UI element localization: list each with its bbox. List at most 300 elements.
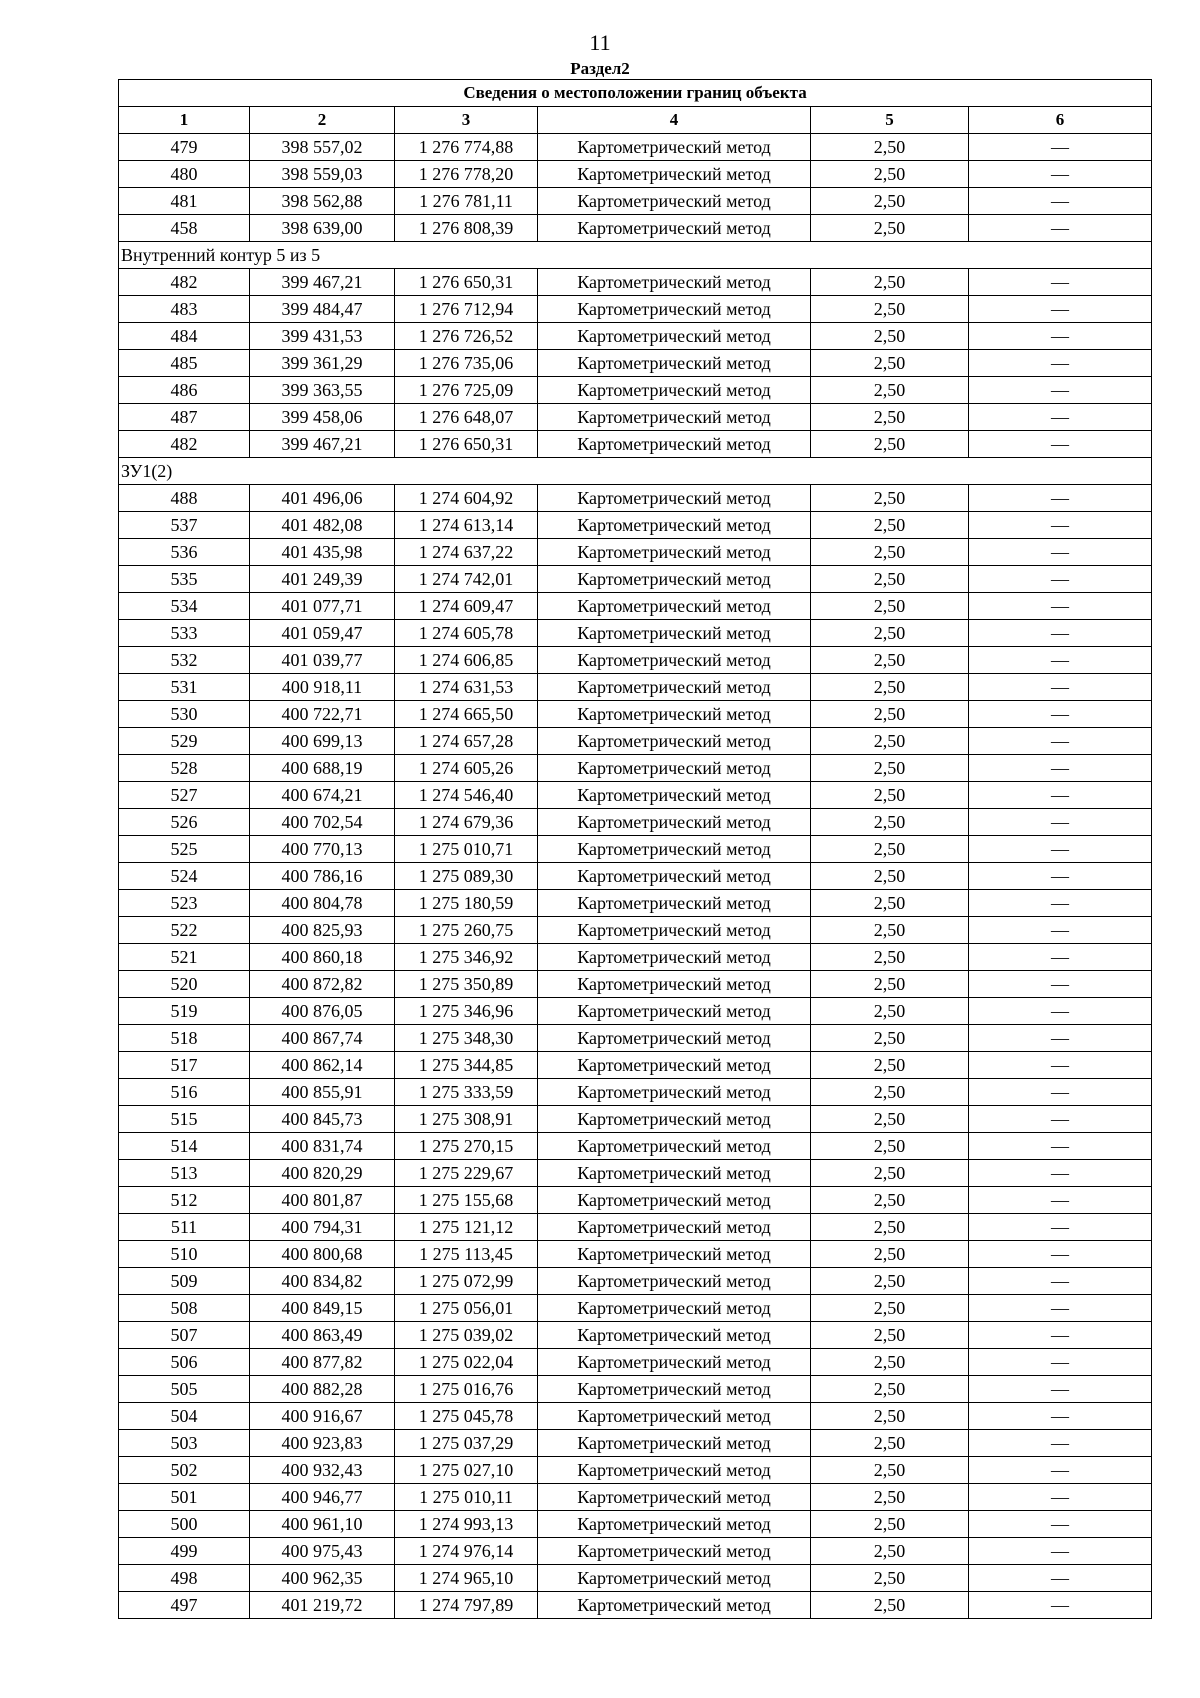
coordinate-y-cell: 1 275 260,75 — [395, 917, 538, 944]
table-row — [119, 485, 1152, 512]
description-cell: — — [969, 674, 1152, 701]
coordinate-y-cell: 1 275 089,30 — [395, 863, 538, 890]
table-row — [119, 323, 1152, 350]
method-cell: Картометрический метод — [538, 1322, 811, 1349]
coordinate-y-cell: 1 276 650,31 — [395, 431, 538, 458]
description-cell: — — [969, 917, 1152, 944]
coordinate-x-cell: 399 458,06 — [250, 404, 395, 431]
point-number-cell: 482 — [119, 431, 250, 458]
accuracy-cell: 2,50 — [811, 1349, 969, 1376]
point-number-cell: 498 — [119, 1565, 250, 1592]
accuracy-cell: 2,50 — [811, 161, 969, 188]
coordinate-y-cell: 1 274 797,89 — [395, 1592, 538, 1619]
coordinate-x-cell: 400 867,74 — [250, 1025, 395, 1052]
group-header-row — [119, 458, 1152, 485]
coordinate-x-cell: 400 932,43 — [250, 1457, 395, 1484]
coordinate-y-cell: 1 274 637,22 — [395, 539, 538, 566]
coordinate-x-cell: 400 863,49 — [250, 1322, 395, 1349]
coordinate-x-cell: 401 249,39 — [250, 566, 395, 593]
method-cell: Картометрический метод — [538, 701, 811, 728]
coordinate-x-cell: 401 435,98 — [250, 539, 395, 566]
accuracy-cell: 2,50 — [811, 296, 969, 323]
method-cell: Картометрический метод — [538, 755, 811, 782]
method-cell: Картометрический метод — [538, 350, 811, 377]
table-row — [119, 269, 1152, 296]
coordinate-x-cell: 400 825,93 — [250, 917, 395, 944]
coordinate-y-cell: 1 275 121,12 — [395, 1214, 538, 1241]
accuracy-cell: 2,50 — [811, 431, 969, 458]
method-cell: Картометрический метод — [538, 1376, 811, 1403]
coordinate-y-cell: 1 274 965,10 — [395, 1565, 538, 1592]
coordinate-y-cell: 1 276 781,11 — [395, 188, 538, 215]
method-cell: Картометрический метод — [538, 1187, 811, 1214]
point-number-cell: 515 — [119, 1106, 250, 1133]
column-header: 1 — [119, 107, 250, 134]
coordinate-y-cell: 1 275 022,04 — [395, 1349, 538, 1376]
table-row — [119, 809, 1152, 836]
point-number-cell: 532 — [119, 647, 250, 674]
point-number-cell: 505 — [119, 1376, 250, 1403]
coordinate-y-cell: 1 275 027,10 — [395, 1457, 538, 1484]
accuracy-cell: 2,50 — [811, 971, 969, 998]
coordinate-x-cell: 399 467,21 — [250, 431, 395, 458]
description-cell: — — [969, 269, 1152, 296]
table-row — [119, 647, 1152, 674]
point-number-cell: 521 — [119, 944, 250, 971]
accuracy-cell: 2,50 — [811, 944, 969, 971]
coordinate-y-cell: 1 274 976,14 — [395, 1538, 538, 1565]
method-cell: Картометрический метод — [538, 188, 811, 215]
section-title: Раздел2 — [570, 59, 630, 78]
table-row — [119, 1133, 1152, 1160]
coordinate-x-cell: 400 800,68 — [250, 1241, 395, 1268]
table-row — [119, 431, 1152, 458]
description-cell: — — [969, 1106, 1152, 1133]
method-cell: Картометрический метод — [538, 512, 811, 539]
table-row — [119, 377, 1152, 404]
point-number-cell: 504 — [119, 1403, 250, 1430]
method-cell: Картометрический метод — [538, 1511, 811, 1538]
group-header-row — [119, 242, 1152, 269]
table-row — [119, 1592, 1152, 1619]
table-row — [119, 1457, 1152, 1484]
accuracy-cell: 2,50 — [811, 485, 969, 512]
description-cell: — — [969, 1511, 1152, 1538]
coordinate-x-cell: 400 794,31 — [250, 1214, 395, 1241]
coordinate-x-cell: 400 770,13 — [250, 836, 395, 863]
coordinate-y-cell: 1 274 606,85 — [395, 647, 538, 674]
description-cell: — — [969, 1457, 1152, 1484]
accuracy-cell: 2,50 — [811, 1133, 969, 1160]
boundary-table — [118, 79, 1152, 1619]
accuracy-cell: 2,50 — [811, 1295, 969, 1322]
column-header: 2 — [250, 107, 395, 134]
accuracy-cell: 2,50 — [811, 188, 969, 215]
method-cell: Картометрический метод — [538, 323, 811, 350]
table-row — [119, 701, 1152, 728]
page-number: 11 — [589, 30, 611, 55]
point-number-cell: 510 — [119, 1241, 250, 1268]
description-cell: — — [969, 863, 1152, 890]
coordinate-y-cell: 1 276 774,88 — [395, 134, 538, 161]
description-cell: — — [969, 404, 1152, 431]
point-number-cell: 479 — [119, 134, 250, 161]
point-number-cell: 531 — [119, 674, 250, 701]
method-cell: Картометрический метод — [538, 134, 811, 161]
coordinate-y-cell: 1 275 113,45 — [395, 1241, 538, 1268]
table-row — [119, 1025, 1152, 1052]
method-cell: Картометрический метод — [538, 890, 811, 917]
coordinate-x-cell: 400 946,77 — [250, 1484, 395, 1511]
point-number-cell: 530 — [119, 701, 250, 728]
description-cell: — — [969, 1052, 1152, 1079]
description-cell: — — [969, 1403, 1152, 1430]
description-cell: — — [969, 1268, 1152, 1295]
coordinate-x-cell: 400 849,15 — [250, 1295, 395, 1322]
coordinate-x-cell: 400 882,28 — [250, 1376, 395, 1403]
coordinate-y-cell: 1 275 010,71 — [395, 836, 538, 863]
coordinate-x-cell: 400 855,91 — [250, 1079, 395, 1106]
coordinate-y-cell: 1 274 604,92 — [395, 485, 538, 512]
coordinate-x-cell: 400 962,35 — [250, 1565, 395, 1592]
point-number-cell: 488 — [119, 485, 250, 512]
table-row — [119, 404, 1152, 431]
description-cell: — — [969, 1538, 1152, 1565]
coordinate-x-cell: 400 916,67 — [250, 1403, 395, 1430]
table-caption: Сведения о местоположении границ объекта — [119, 80, 1152, 107]
accuracy-cell: 2,50 — [811, 998, 969, 1025]
method-cell: Картометрический метод — [538, 485, 811, 512]
point-number-cell: 497 — [119, 1592, 250, 1619]
coordinate-x-cell: 398 557,02 — [250, 134, 395, 161]
description-cell: — — [969, 161, 1152, 188]
accuracy-cell: 2,50 — [811, 674, 969, 701]
column-header: 5 — [811, 107, 969, 134]
table-row — [119, 1484, 1152, 1511]
accuracy-cell: 2,50 — [811, 890, 969, 917]
accuracy-cell: 2,50 — [811, 404, 969, 431]
coordinate-x-cell: 399 467,21 — [250, 269, 395, 296]
method-cell: Картометрический метод — [538, 1565, 811, 1592]
table-row — [119, 620, 1152, 647]
accuracy-cell: 2,50 — [811, 701, 969, 728]
coordinate-y-cell: 1 274 665,50 — [395, 701, 538, 728]
method-cell: Картометрический метод — [538, 566, 811, 593]
description-cell: — — [969, 971, 1152, 998]
description-cell: — — [969, 350, 1152, 377]
coordinate-x-cell: 401 496,06 — [250, 485, 395, 512]
method-cell: Картометрический метод — [538, 215, 811, 242]
coordinate-y-cell: 1 275 056,01 — [395, 1295, 538, 1322]
method-cell: Картометрический метод — [538, 647, 811, 674]
table-row — [119, 593, 1152, 620]
method-cell: Картометрический метод — [538, 1025, 811, 1052]
coordinate-x-cell: 400 834,82 — [250, 1268, 395, 1295]
accuracy-cell: 2,50 — [811, 1565, 969, 1592]
coordinate-x-cell: 399 431,53 — [250, 323, 395, 350]
table-row — [119, 1565, 1152, 1592]
accuracy-cell: 2,50 — [811, 1052, 969, 1079]
coordinate-x-cell: 399 363,55 — [250, 377, 395, 404]
coordinate-y-cell: 1 275 348,30 — [395, 1025, 538, 1052]
accuracy-cell: 2,50 — [811, 755, 969, 782]
coordinate-y-cell: 1 275 344,85 — [395, 1052, 538, 1079]
method-cell: Картометрический метод — [538, 404, 811, 431]
method-cell: Картометрический метод — [538, 944, 811, 971]
coordinate-x-cell: 400 845,73 — [250, 1106, 395, 1133]
point-number-cell: 458 — [119, 215, 250, 242]
coordinate-y-cell: 1 274 605,26 — [395, 755, 538, 782]
method-cell: Картометрический метод — [538, 1268, 811, 1295]
method-cell: Картометрический метод — [538, 296, 811, 323]
accuracy-cell: 2,50 — [811, 593, 969, 620]
accuracy-cell: 2,50 — [811, 269, 969, 296]
accuracy-cell: 2,50 — [811, 539, 969, 566]
table-row — [119, 1079, 1152, 1106]
point-number-cell: 529 — [119, 728, 250, 755]
accuracy-cell: 2,50 — [811, 1079, 969, 1106]
accuracy-cell: 2,50 — [811, 1484, 969, 1511]
accuracy-cell: 2,50 — [811, 134, 969, 161]
coordinate-y-cell: 1 275 045,78 — [395, 1403, 538, 1430]
coordinate-x-cell: 401 039,77 — [250, 647, 395, 674]
point-number-cell: 528 — [119, 755, 250, 782]
description-cell: — — [969, 323, 1152, 350]
description-cell: — — [969, 1025, 1152, 1052]
point-number-cell: 517 — [119, 1052, 250, 1079]
point-number-cell: 509 — [119, 1268, 250, 1295]
coordinate-y-cell: 1 275 333,59 — [395, 1079, 538, 1106]
table-row — [119, 1214, 1152, 1241]
method-cell: Картометрический метод — [538, 809, 811, 836]
coordinate-y-cell: 1 275 072,99 — [395, 1268, 538, 1295]
point-number-cell: 533 — [119, 620, 250, 647]
point-number-cell: 526 — [119, 809, 250, 836]
accuracy-cell: 2,50 — [811, 809, 969, 836]
accuracy-cell: 2,50 — [811, 1025, 969, 1052]
description-cell: — — [969, 539, 1152, 566]
point-number-cell: 511 — [119, 1214, 250, 1241]
accuracy-cell: 2,50 — [811, 350, 969, 377]
coordinate-x-cell: 400 699,13 — [250, 728, 395, 755]
table-row — [119, 215, 1152, 242]
method-cell: Картометрический метод — [538, 1160, 811, 1187]
description-cell: — — [969, 836, 1152, 863]
method-cell: Картометрический метод — [538, 1457, 811, 1484]
point-number-cell: 501 — [119, 1484, 250, 1511]
method-cell: Картометрический метод — [538, 1403, 811, 1430]
method-cell: Картометрический метод — [538, 782, 811, 809]
column-header-row — [119, 107, 1152, 134]
accuracy-cell: 2,50 — [811, 215, 969, 242]
accuracy-cell: 2,50 — [811, 917, 969, 944]
point-number-cell: 516 — [119, 1079, 250, 1106]
point-number-cell: 508 — [119, 1295, 250, 1322]
description-cell: — — [969, 215, 1152, 242]
coordinate-y-cell: 1 275 039,02 — [395, 1322, 538, 1349]
table-row — [119, 188, 1152, 215]
method-cell: Картометрический метод — [538, 1079, 811, 1106]
coordinate-y-cell: 1 276 735,06 — [395, 350, 538, 377]
coordinate-x-cell: 400 860,18 — [250, 944, 395, 971]
coordinate-x-cell: 398 559,03 — [250, 161, 395, 188]
method-cell: Картометрический метод — [538, 1484, 811, 1511]
description-cell: — — [969, 1565, 1152, 1592]
accuracy-cell: 2,50 — [811, 512, 969, 539]
description-cell: — — [969, 1187, 1152, 1214]
description-cell: — — [969, 755, 1152, 782]
description-cell: — — [969, 1322, 1152, 1349]
method-cell: Картометрический метод — [538, 917, 811, 944]
coordinate-y-cell: 1 276 650,31 — [395, 269, 538, 296]
point-number-cell: 500 — [119, 1511, 250, 1538]
point-number-cell: 486 — [119, 377, 250, 404]
table-row — [119, 1106, 1152, 1133]
description-cell: — — [969, 1592, 1152, 1619]
table-row — [119, 1430, 1152, 1457]
description-cell: — — [969, 701, 1152, 728]
method-cell: Картометрический метод — [538, 728, 811, 755]
table-caption-row — [119, 80, 1152, 107]
coordinate-y-cell: 1 274 631,53 — [395, 674, 538, 701]
table-row — [119, 161, 1152, 188]
accuracy-cell: 2,50 — [811, 323, 969, 350]
coordinate-y-cell: 1 276 725,09 — [395, 377, 538, 404]
method-cell: Картометрический метод — [538, 620, 811, 647]
table-row — [119, 1160, 1152, 1187]
coordinate-y-cell: 1 275 010,11 — [395, 1484, 538, 1511]
description-cell: — — [969, 377, 1152, 404]
point-number-cell: 512 — [119, 1187, 250, 1214]
accuracy-cell: 2,50 — [811, 1457, 969, 1484]
accuracy-cell: 2,50 — [811, 1430, 969, 1457]
table-row — [119, 1403, 1152, 1430]
point-number-cell: 525 — [119, 836, 250, 863]
method-cell: Картометрический метод — [538, 1106, 811, 1133]
description-cell: — — [969, 1160, 1152, 1187]
point-number-cell: 502 — [119, 1457, 250, 1484]
coordinate-y-cell: 1 275 037,29 — [395, 1430, 538, 1457]
method-cell: Картометрический метод — [538, 431, 811, 458]
coordinate-x-cell: 401 482,08 — [250, 512, 395, 539]
point-number-cell: 514 — [119, 1133, 250, 1160]
coordinate-x-cell: 400 702,54 — [250, 809, 395, 836]
coordinate-y-cell: 1 274 657,28 — [395, 728, 538, 755]
method-cell: Картометрический метод — [538, 593, 811, 620]
coordinate-y-cell: 1 276 726,52 — [395, 323, 538, 350]
coordinate-y-cell: 1 274 679,36 — [395, 809, 538, 836]
accuracy-cell: 2,50 — [811, 1187, 969, 1214]
table-row — [119, 1241, 1152, 1268]
table-body — [119, 134, 1152, 1619]
description-cell: — — [969, 1214, 1152, 1241]
coordinate-y-cell: 1 275 346,92 — [395, 944, 538, 971]
coordinate-x-cell: 401 077,71 — [250, 593, 395, 620]
table-row — [119, 1052, 1152, 1079]
coordinate-x-cell: 400 786,16 — [250, 863, 395, 890]
table-row — [119, 350, 1152, 377]
method-cell: Картометрический метод — [538, 1052, 811, 1079]
description-cell: — — [969, 998, 1152, 1025]
description-cell: — — [969, 647, 1152, 674]
accuracy-cell: 2,50 — [811, 1322, 969, 1349]
description-cell: — — [969, 1484, 1152, 1511]
method-cell: Картометрический метод — [538, 1349, 811, 1376]
table-row — [119, 539, 1152, 566]
method-cell: Картометрический метод — [538, 269, 811, 296]
description-cell: — — [969, 188, 1152, 215]
accuracy-cell: 2,50 — [811, 1268, 969, 1295]
table-row — [119, 1376, 1152, 1403]
coordinate-y-cell: 1 274 742,01 — [395, 566, 538, 593]
method-cell: Картометрический метод — [538, 1430, 811, 1457]
method-cell: Картометрический метод — [538, 1214, 811, 1241]
point-number-cell: 484 — [119, 323, 250, 350]
description-cell: — — [969, 782, 1152, 809]
coordinate-y-cell: 1 275 346,96 — [395, 998, 538, 1025]
point-number-cell: 480 — [119, 161, 250, 188]
coordinate-y-cell: 1 275 270,15 — [395, 1133, 538, 1160]
description-cell: — — [969, 134, 1152, 161]
coordinate-y-cell: 1 274 605,78 — [395, 620, 538, 647]
accuracy-cell: 2,50 — [811, 1403, 969, 1430]
table-row — [119, 566, 1152, 593]
description-cell: — — [969, 566, 1152, 593]
coordinate-y-cell: 1 275 308,91 — [395, 1106, 538, 1133]
point-number-cell: 536 — [119, 539, 250, 566]
point-number-cell: 487 — [119, 404, 250, 431]
description-cell: — — [969, 593, 1152, 620]
table-row — [119, 998, 1152, 1025]
point-number-cell: 481 — [119, 188, 250, 215]
coordinate-x-cell: 400 804,78 — [250, 890, 395, 917]
point-number-cell: 483 — [119, 296, 250, 323]
table-row — [119, 755, 1152, 782]
accuracy-cell: 2,50 — [811, 863, 969, 890]
accuracy-cell: 2,50 — [811, 836, 969, 863]
description-cell: — — [969, 431, 1152, 458]
table-row — [119, 512, 1152, 539]
coordinate-y-cell: 1 275 180,59 — [395, 890, 538, 917]
coordinate-y-cell: 1 275 016,76 — [395, 1376, 538, 1403]
coordinate-y-cell: 1 274 613,14 — [395, 512, 538, 539]
table-row — [119, 1268, 1152, 1295]
point-number-cell: 535 — [119, 566, 250, 593]
coordinate-y-cell: 1 276 778,20 — [395, 161, 538, 188]
point-number-cell: 537 — [119, 512, 250, 539]
accuracy-cell: 2,50 — [811, 647, 969, 674]
coordinate-x-cell: 399 361,29 — [250, 350, 395, 377]
coordinate-x-cell: 400 876,05 — [250, 998, 395, 1025]
table-row — [119, 1295, 1152, 1322]
coordinate-x-cell: 400 923,83 — [250, 1430, 395, 1457]
table-row — [119, 944, 1152, 971]
method-cell: Картометрический метод — [538, 539, 811, 566]
accuracy-cell: 2,50 — [811, 728, 969, 755]
point-number-cell: 524 — [119, 863, 250, 890]
description-cell: — — [969, 1241, 1152, 1268]
coordinate-x-cell: 400 674,21 — [250, 782, 395, 809]
coordinate-y-cell: 1 275 155,68 — [395, 1187, 538, 1214]
method-cell: Картометрический метод — [538, 836, 811, 863]
description-cell: — — [969, 809, 1152, 836]
table-row — [119, 971, 1152, 998]
point-number-cell: 499 — [119, 1538, 250, 1565]
accuracy-cell: 2,50 — [811, 566, 969, 593]
point-number-cell: 482 — [119, 269, 250, 296]
accuracy-cell: 2,50 — [811, 782, 969, 809]
point-number-cell: 503 — [119, 1430, 250, 1457]
